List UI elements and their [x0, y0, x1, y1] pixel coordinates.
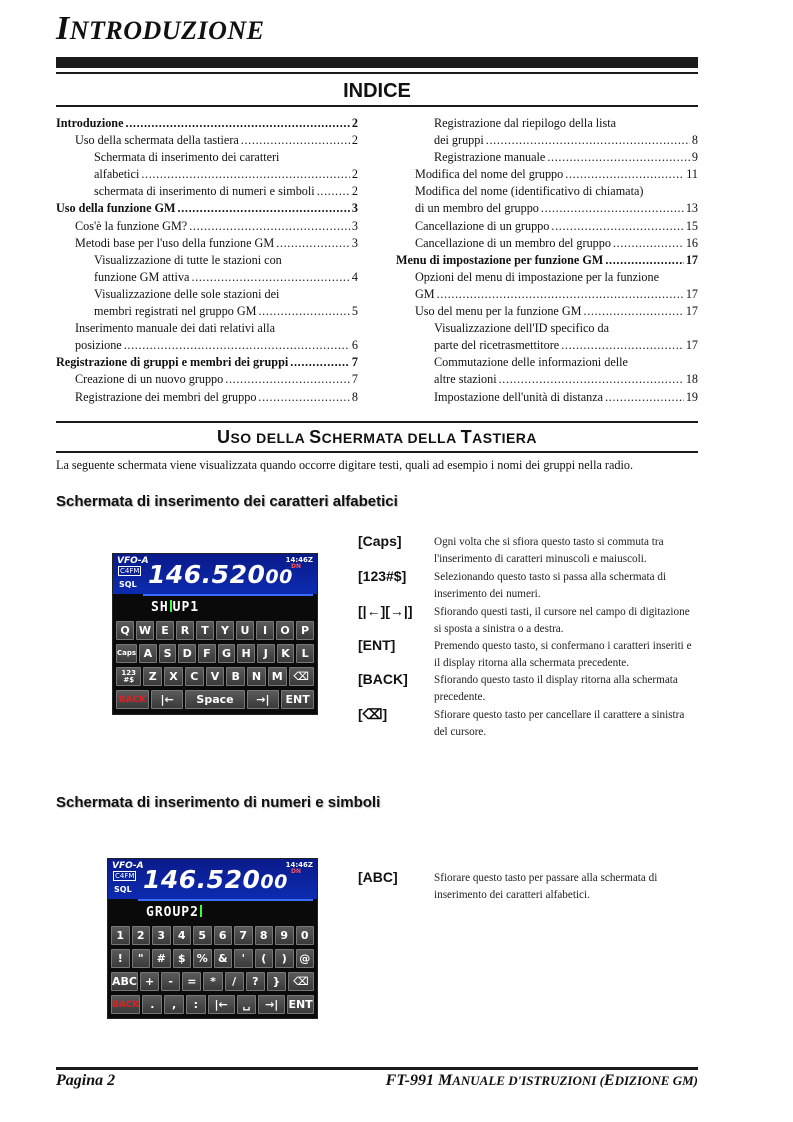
toc-leader-dots [584, 303, 684, 320]
toc-entry-page: 18 [685, 372, 698, 387]
keyboard-key[interactable]: →| [247, 690, 280, 709]
intro-text: La seguente schermata viene visualizzata quando occorre digitare testi, quali ad esempio i nomi dei gruppi nella radio. [56, 458, 634, 472]
keyboard-key[interactable]: $ [173, 949, 192, 968]
toc-entry: Schermata di inserimento dei caratteri [94, 150, 280, 165]
key-name: [ABC] [358, 869, 398, 885]
dn-label: DN [290, 563, 301, 570]
toc-entry-title: funzione GM attiva [94, 269, 190, 284]
toc-leader-dots [565, 166, 684, 183]
toc-entry-page: 9 [691, 150, 698, 165]
toc-entry-title: parte del ricetrasmettitore [434, 338, 560, 353]
toc-entry-page: 4 [351, 269, 358, 284]
frequency-display: 146.52000 [148, 560, 293, 589]
keyboard-key[interactable]: |← [208, 995, 235, 1014]
keyboard-key[interactable]: : [186, 995, 206, 1014]
toc-leader-dots [486, 132, 690, 149]
index-title: INDICE [343, 80, 411, 102]
toc-entry: Registrazione dal riepilogo della lista [434, 116, 617, 130]
keyboard-key[interactable]: M [268, 667, 287, 686]
keyboard-key[interactable]: ) [275, 949, 294, 968]
keyboard-key[interactable]: 4 [173, 926, 192, 945]
keyboard-key[interactable]: D [178, 644, 196, 663]
toc-right-column [396, 115, 698, 406]
text-input-field[interactable]: GROUP2 [146, 905, 203, 920]
keyboard-key[interactable]: = [182, 972, 201, 991]
key-name: [ENT] [358, 637, 396, 653]
keyboard-key[interactable]: 3 [152, 926, 171, 945]
toc-leader-dots [317, 183, 350, 200]
key-description: Ogni volta che si sfiora questo tasto si commuta tra l'inserimento di caratteri minuscoli e maiuscoli. [434, 536, 664, 565]
key-description: Selezionando questo tasto si passa alla schermata di inserimento dei numeri. [434, 571, 667, 600]
toc-entry-page: 3 [351, 235, 358, 250]
toc-entry [56, 183, 358, 200]
toc-entry-title: Metodi base per l'uso della funzione GM [75, 235, 275, 250]
keyboard-key[interactable]: 7 [234, 926, 253, 945]
keyboard-key[interactable]: 123 #$ [116, 667, 141, 686]
keyboard-key[interactable]: ENT [281, 690, 314, 709]
toc-entry-title: Modifica del nome del gruppo [415, 167, 564, 182]
vfo-label: VFO-A [112, 861, 144, 871]
chapter-title: INTRODUZIONE [56, 10, 265, 47]
toc-entry-page: 2 [351, 184, 358, 199]
toc-entry-title: Uso della schermata della tastiera [75, 133, 239, 148]
toc-leader-dots [290, 354, 350, 371]
toc-leader-dots [437, 286, 684, 303]
toc-entry [396, 303, 698, 320]
keyboard-key[interactable]: C [185, 667, 204, 686]
keyboard-key[interactable]: ABC [111, 972, 138, 991]
toc-entry-title: di un membro del gruppo [415, 201, 539, 216]
toc-entry [56, 132, 358, 149]
section-rule-bottom [56, 451, 698, 453]
keyboard-key[interactable]: Y [216, 621, 234, 640]
toc-entry-title: altre stazioni [434, 372, 497, 387]
toc-entry-page: 16 [685, 235, 698, 250]
keyboard-key[interactable]: " [132, 949, 151, 968]
toc-entry [56, 115, 358, 132]
keyboard-key[interactable]: I [256, 621, 274, 640]
toc-entry-page: 5 [351, 304, 358, 319]
toc-leader-dots [124, 337, 350, 354]
toc-entry [56, 269, 358, 286]
toc-entry-title: Uso della funzione GM [56, 201, 176, 216]
screen-divider [138, 899, 313, 901]
keyboard-key[interactable]: 1 [111, 926, 130, 945]
keyboard-key[interactable]: BACK [111, 995, 140, 1014]
keyboard-key[interactable]: W [136, 621, 154, 640]
toc-entry [56, 166, 358, 183]
clock-label: 14:46Z [285, 861, 313, 869]
keyboard-key[interactable]: P [296, 621, 314, 640]
toc-entry-title: Cancellazione di un gruppo [415, 218, 550, 233]
toc-entry: Opzioni del menu di impostazione per la funzione [415, 269, 660, 284]
toc-entry-page: 17 [685, 304, 698, 319]
toc-entry-page: 2 [351, 167, 358, 182]
keyboard-key[interactable]: O [276, 621, 294, 640]
keyboard-key[interactable]: . [142, 995, 162, 1014]
keyboard-key[interactable]: N [247, 667, 266, 686]
keyboard-key[interactable]: } [267, 972, 286, 991]
toc-leader-dots [613, 235, 684, 252]
text-input-field[interactable]: SH UP1 [151, 600, 200, 615]
toc-leader-dots [547, 149, 690, 166]
toc-entry-title: membri registrati nel gruppo GM [94, 304, 257, 319]
toc-entry [396, 200, 698, 217]
toc-entry-title: Uso del menu per la funzione GM [415, 304, 582, 319]
keyboard-key[interactable]: ! [111, 949, 130, 968]
key-name: [Caps] [358, 533, 402, 549]
sql-label: SQL [114, 885, 132, 894]
toc-leader-dots [241, 132, 350, 149]
toc-leader-dots [225, 371, 350, 388]
toc-entry-title: Impostazione dell'unità di distanza [434, 389, 604, 404]
keyboard-key[interactable]: 2 [132, 926, 151, 945]
index-rule [56, 105, 698, 107]
toc-entry-page: 17 [685, 286, 698, 301]
keyboard-key[interactable]: + [140, 972, 159, 991]
toc-leader-dots [126, 115, 350, 132]
toc-entry-page: 6 [351, 338, 358, 353]
keyboard-key[interactable]: A [139, 644, 157, 663]
keyboard-key[interactable]: @ [296, 949, 315, 968]
keyboard-key[interactable]: E [156, 621, 174, 640]
toc-entry-page: 11 [686, 167, 698, 182]
toc-entry: Visualizzazione di tutte le stazioni con [94, 252, 282, 267]
toc-leader-dots [276, 235, 350, 252]
toc-entry-page: 3 [351, 218, 358, 233]
keyboard-key[interactable]: S [159, 644, 177, 663]
keyboard-key[interactable]: , [164, 995, 184, 1014]
toc-entry-title: Registrazione di gruppi e membri dei gruppi [56, 355, 289, 370]
key-name: [BACK] [358, 671, 408, 687]
keyboard-row [111, 926, 314, 945]
vfo-label: VFO-A [117, 556, 149, 566]
toc-entry [396, 371, 698, 388]
key-description: Sfiorare questo tasto per passare alla schermata di inserimento dei caratteri alfabetici. [434, 872, 658, 901]
toc-entry [56, 371, 358, 388]
toc-entry-page: 2 [351, 116, 358, 130]
toc-entry [396, 337, 698, 354]
keyboard-key[interactable]: 9 [275, 926, 294, 945]
keyboard-key[interactable]: 6 [214, 926, 233, 945]
toc-leader-dots [605, 252, 684, 269]
toc-leader-dots [258, 303, 349, 320]
page-number: Pagina 2 [56, 1072, 116, 1089]
keyboard-key[interactable]: ' [234, 949, 253, 968]
toc-leader-dots [605, 389, 684, 406]
toc-entry [396, 235, 698, 252]
toc-leader-dots [189, 218, 350, 235]
mode-label: C4FM [120, 567, 140, 575]
keyboard-key[interactable]: L [296, 644, 314, 663]
keyboard-key[interactable]: % [193, 949, 212, 968]
toc-entry-page: 2 [351, 133, 358, 148]
key-description: Sfiorare questo tasto per cancellare il carattere a sinistra del cursore. [434, 709, 685, 738]
toc-entry [56, 337, 358, 354]
keyboard-row [116, 690, 314, 709]
keyboard-key[interactable]: Space [185, 690, 244, 709]
keyboard-key[interactable]: V [206, 667, 225, 686]
keyboard-key[interactable]: ␣ [237, 995, 257, 1014]
keyboard-key[interactable]: BACK [116, 690, 149, 709]
toc-entry-title: Registrazione dei membri del gruppo [75, 389, 257, 404]
keyboard-row [111, 995, 314, 1014]
toc-entry [56, 303, 358, 320]
sql-label: SQL [119, 580, 137, 589]
keyboard-key[interactable]: K [277, 644, 295, 663]
toc-entry-page: 15 [685, 218, 698, 233]
footer-rule [56, 1067, 698, 1070]
screen-divider [143, 594, 313, 596]
toc-entry-page: 13 [685, 201, 698, 216]
toc-leader-dots [541, 200, 684, 217]
keyboard-key[interactable]: * [203, 972, 222, 991]
header-rule [56, 72, 698, 74]
toc-entry [396, 132, 698, 149]
keyboard-row [116, 644, 314, 663]
toc-entry [396, 252, 698, 269]
keyboard-key[interactable]: U [236, 621, 254, 640]
keyboard-key[interactable]: # [152, 949, 171, 968]
keyboard-key[interactable]: Q [116, 621, 134, 640]
keyboard-key[interactable]: ( [255, 949, 274, 968]
keyboard-key[interactable]: 0 [296, 926, 315, 945]
toc-leader-dots [258, 389, 349, 406]
toc-entry-title: dei gruppi [434, 133, 484, 148]
toc-entry-title: alfabetici [94, 167, 140, 182]
toc-entry [56, 389, 358, 406]
manual-title: FT-991 MANUALE D'ISTRUZIONI (EDIZIONE GM) [385, 1072, 698, 1089]
toc-entry-page: 3 [351, 201, 358, 216]
key-name: [|←][→|] [358, 603, 413, 619]
toc-entry-title: Creazione di un nuovo gruppo [75, 372, 224, 387]
toc-entry-title: GM [415, 286, 435, 301]
toc-entry [56, 354, 358, 371]
toc-entry: Visualizzazione delle sole stazioni dei [94, 286, 280, 301]
toc-entry [396, 149, 698, 166]
keyboard-row [111, 972, 314, 991]
keyboard-key[interactable]: J [257, 644, 275, 663]
toc-entry: Visualizzazione dell'ID specifico da [434, 321, 610, 336]
mode-label: C4FM [115, 872, 135, 880]
toc-entry-page: 7 [351, 355, 358, 370]
keyboard-key[interactable]: R [176, 621, 194, 640]
keyboard-row [116, 621, 314, 640]
toc-entry-title: Cos'è la funzione GM? [75, 218, 188, 233]
toc-entry-title: schermata di inserimento di numeri e simboli [94, 184, 315, 199]
keyboard-key[interactable]: ⌫ [288, 972, 314, 991]
toc-entry [56, 235, 358, 252]
toc-entry [396, 389, 698, 406]
keyboard-row [116, 667, 314, 686]
toc-entry: Modifica del nome (identificativo di chiamata) [415, 184, 644, 199]
keyboard-key[interactable]: →| [258, 995, 285, 1014]
toc-entry-title: Introduzione [56, 116, 124, 130]
toc-leader-dots [191, 269, 349, 286]
toc-leader-dots [561, 337, 684, 354]
keyboard-key[interactable]: Caps [116, 644, 137, 663]
dn-label: DN [290, 868, 301, 875]
key-description: Premendo questo tasto, si confermano i caratteri inseriti e il display ritorna alla schermata precedente. [434, 640, 692, 669]
key-description: Sfiorando questi tasti, il cursore nel campo di digitazione si sposta a sinistra o a destra. [434, 606, 690, 635]
keyboard-key[interactable]: & [214, 949, 233, 968]
keyboard-key[interactable]: B [226, 667, 245, 686]
number-keyboard-screen [107, 858, 318, 1019]
toc-left-column [56, 115, 358, 406]
key-name: [⌫] [358, 706, 388, 722]
keyboard-key[interactable]: G [218, 644, 236, 663]
toc-leader-dots [178, 200, 350, 217]
keyboard-key[interactable]: Z [143, 667, 162, 686]
toc-entry-title: Registrazione manuale [434, 150, 546, 165]
heading-number-screen: Schermata di inserimento di numeri e simboli [56, 794, 381, 811]
toc-entry-page: 8 [691, 133, 698, 148]
toc-entry-page: 7 [351, 372, 358, 387]
toc-entry [56, 200, 358, 217]
keyboard-key[interactable]: X [164, 667, 183, 686]
toc-leader-dots [499, 371, 684, 388]
toc-entry-title: posizione [75, 338, 122, 353]
toc-entry-title: Cancellazione di un membro del gruppo [415, 235, 611, 250]
keyboard-row [111, 949, 314, 968]
toc-entry: Commutazione delle informazioni delle [434, 355, 628, 370]
keyboard-key[interactable]: - [161, 972, 180, 991]
toc-entry [396, 166, 698, 183]
key-description: Sfiorando questo tasto il display ritorna alla schermata precedente. [434, 674, 678, 703]
clock-label: 14:46Z [285, 556, 313, 564]
toc-leader-dots [551, 218, 683, 235]
toc-entry-page: 19 [685, 389, 698, 404]
alpha-keyboard-screen [112, 553, 318, 715]
keyboard-key[interactable]: |← [151, 690, 184, 709]
text-cursor [200, 905, 202, 917]
toc-entry: Inserimento manuale dei dati relativi alla [75, 321, 275, 336]
keyboard-key[interactable]: 5 [193, 926, 212, 945]
key-name: [123#$] [358, 568, 407, 584]
toc-entry-title: Menu di impostazione per funzione GM [396, 252, 604, 267]
toc-entry-page: 8 [351, 389, 358, 404]
keyboard-key[interactable]: F [198, 644, 216, 663]
keyboard-key[interactable]: / [225, 972, 244, 991]
toc-entry-page: 17 [685, 338, 698, 353]
heading-alpha-screen: Schermata di inserimento dei caratteri alfabetici [56, 493, 398, 510]
keyboard-key[interactable]: T [196, 621, 214, 640]
toc-entry [396, 286, 698, 303]
section-rule-top [56, 421, 698, 423]
toc-entry-page: 17 [685, 252, 698, 267]
toc-entry [56, 218, 358, 235]
section-title: USO DELLA SCHERMATA DELLA TASTIERA [216, 427, 538, 447]
keyboard-key[interactable]: ENT [287, 995, 314, 1014]
text-cursor [170, 600, 172, 612]
keyboard-key[interactable]: H [237, 644, 255, 663]
header-bar [56, 57, 698, 68]
keyboard-key[interactable]: 8 [255, 926, 274, 945]
keyboard-key[interactable]: ⌫ [289, 667, 314, 686]
frequency-display: 146.52000 [143, 865, 288, 894]
keyboard-key[interactable]: ? [246, 972, 265, 991]
toc-leader-dots [141, 166, 350, 183]
toc-entry [396, 218, 698, 235]
